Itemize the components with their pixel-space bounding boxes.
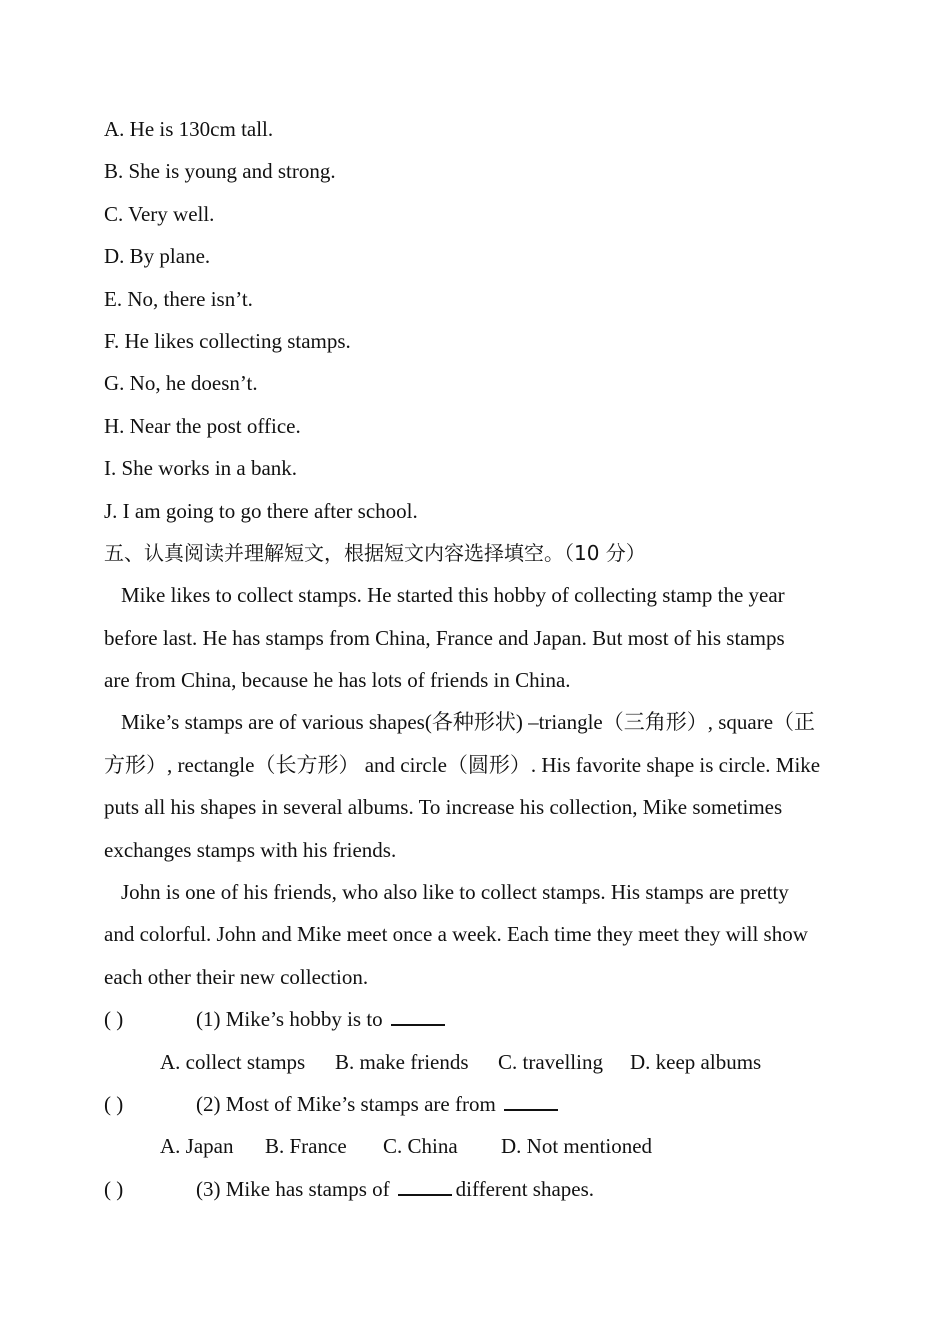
question-2-options — [104, 1129, 864, 1171]
option-a[interactable]: A. Japan — [160, 1134, 234, 1159]
answer-option-c: C. Very well. — [104, 201, 215, 226]
option-c[interactable]: C. China — [383, 1134, 458, 1159]
answer-option-h: H. Near the post office. — [104, 413, 301, 438]
option-a[interactable]: A. collect stamps — [160, 1049, 306, 1074]
passage-line: before last. He has stamps from China, France and Japan. But most of his stamps — [104, 625, 785, 650]
answer-option-b: B. She is young and strong. — [104, 159, 336, 184]
worksheet-page — [104, 112, 864, 1214]
reading-passage — [104, 578, 864, 1002]
answer-option-d: D. By plane. — [104, 244, 211, 269]
answer-option-j: J. I am going to go there after school. — [104, 498, 418, 523]
section-heading: 五、认真阅读并理解短文，根据短文内容选择填空。（10 分） — [104, 540, 646, 565]
question-text-after: different shapes. — [455, 1176, 595, 1201]
question-text: (2) Most of Mike’s stamps are from — [196, 1091, 496, 1116]
fill-blank[interactable] — [504, 1087, 558, 1111]
question-text: (1) Mike’s hobby is to — [196, 1007, 383, 1032]
passage-line: 方形）, rectangle（长方形） and circle（圆形）. His favorite shape is circle. Mike — [104, 752, 821, 777]
fill-blank[interactable] — [398, 1172, 452, 1196]
answer-option-a: A. He is 130cm tall. — [104, 117, 274, 141]
option-d[interactable]: D. keep albums — [630, 1049, 762, 1074]
answer-option-g: G. No, he doesn’t. — [104, 371, 258, 396]
passage-line: each other their new collection. — [104, 964, 369, 989]
option-c[interactable]: C. travelling — [498, 1049, 603, 1074]
passage-line: John is one of his friends, who also like to collect stamps. His stamps are pretty — [121, 880, 789, 905]
passage-line: are from China, because he has lots of friends in China. — [104, 668, 571, 693]
question-3 — [104, 1172, 864, 1214]
answer-options-list — [104, 112, 864, 536]
answer-bracket[interactable]: ( ) — [104, 1091, 124, 1116]
passage-line: puts all his shapes in several albums. To increase his collection, Mike sometimes — [104, 795, 783, 820]
option-b[interactable]: B. France — [265, 1134, 347, 1159]
question-1 — [104, 1002, 864, 1044]
question-1-options — [104, 1045, 864, 1087]
answer-option-e: E. No, there isn’t. — [104, 286, 253, 311]
answer-option-i: I. She works in a bank. — [104, 456, 298, 481]
answer-option-f: F. He likes collecting stamps. — [104, 328, 351, 353]
option-d[interactable]: D. Not mentioned — [501, 1134, 653, 1159]
fill-blank[interactable] — [391, 1002, 445, 1026]
question-2 — [104, 1087, 864, 1129]
answer-bracket[interactable]: ( ) — [104, 1176, 124, 1201]
answer-bracket[interactable]: ( ) — [104, 1007, 124, 1032]
question-text: (3) Mike has stamps of — [196, 1176, 390, 1201]
passage-line: and colorful. John and Mike meet once a week. Each time they meet they will show — [104, 922, 808, 947]
passage-line: exchanges stamps with his friends. — [104, 837, 397, 862]
passage-line: Mike’s stamps are of various shapes(各种形状) –triangle（三角形）, square（正 — [121, 710, 816, 735]
passage-line: Mike likes to collect stamps. He started this hobby of collecting stamp the year — [121, 583, 785, 608]
option-b[interactable]: B. make friends — [335, 1049, 469, 1074]
